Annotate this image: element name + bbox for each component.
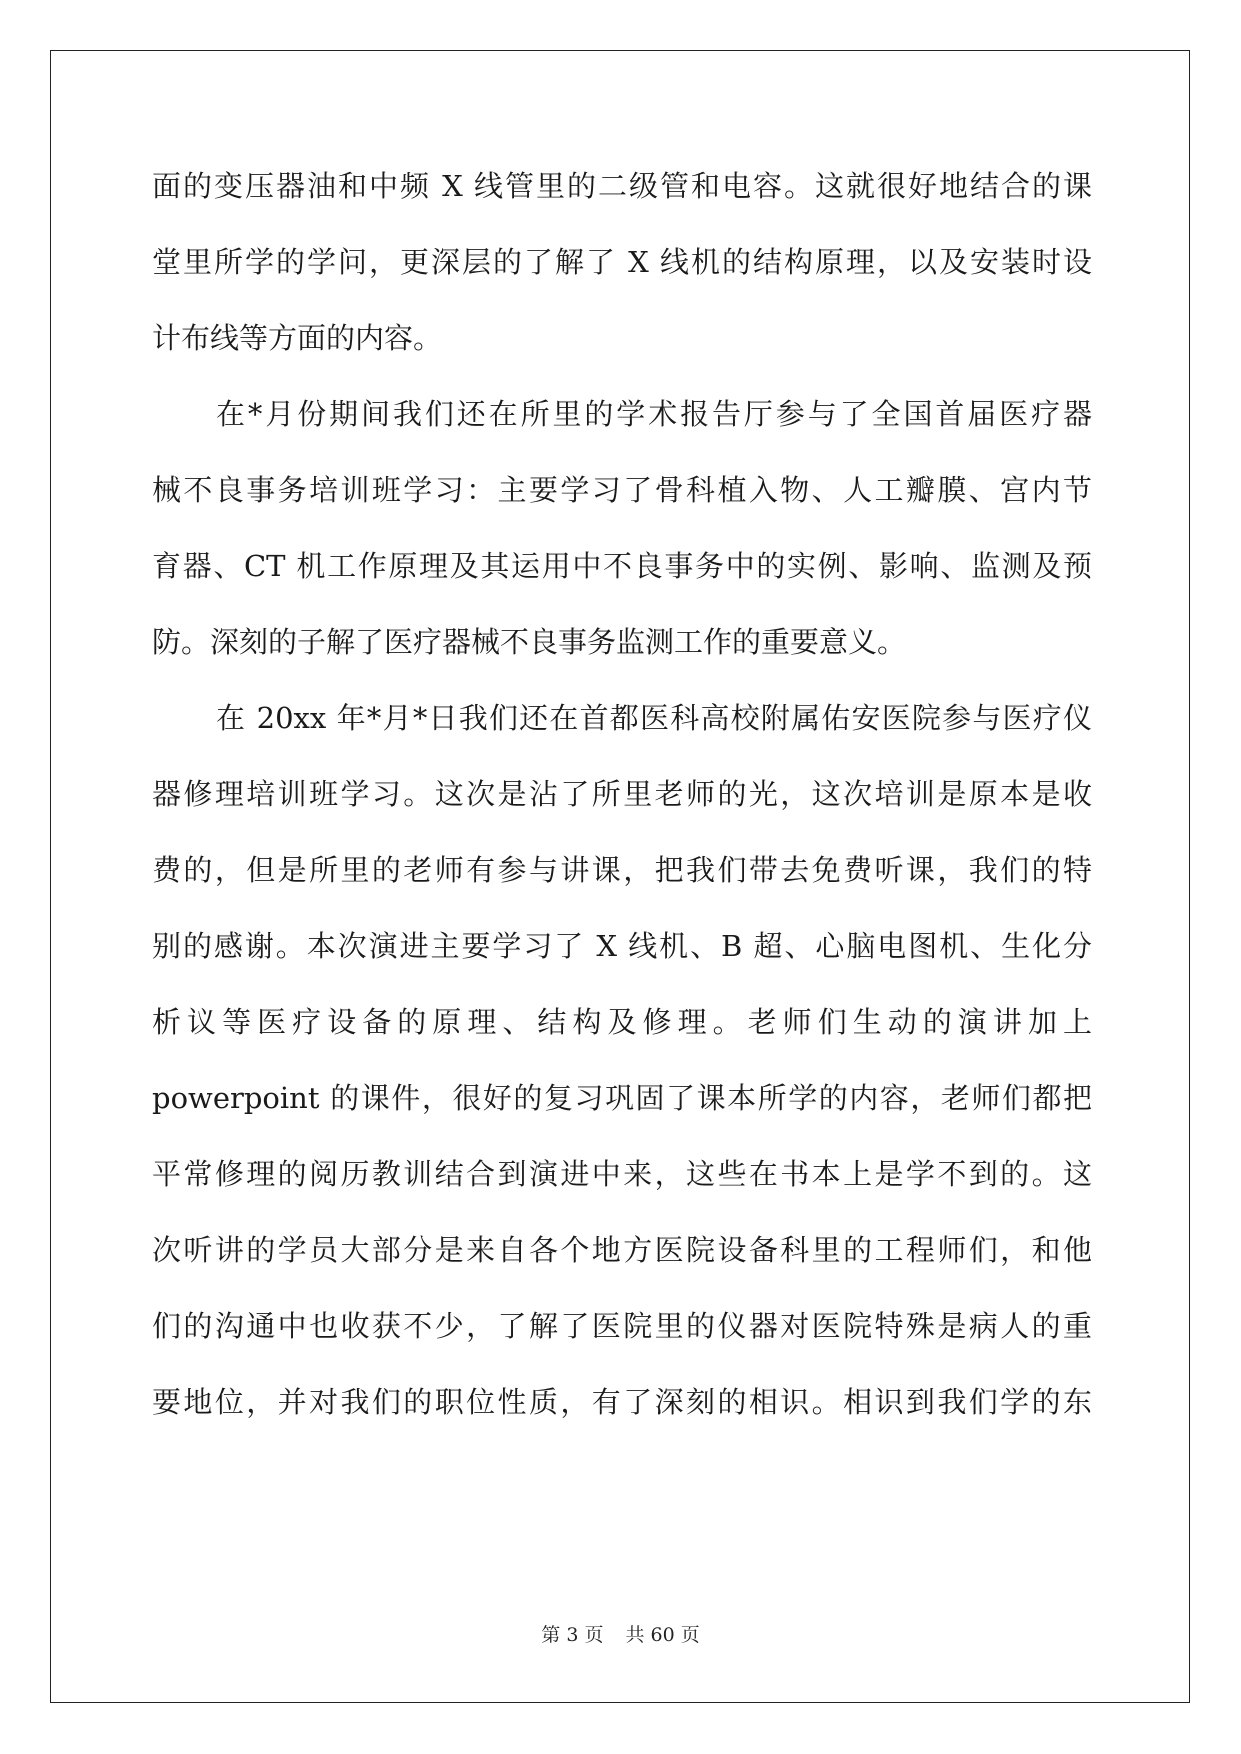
document-body	[152, 148, 1092, 1440]
text-line: 计布线等方面的内容。	[152, 321, 443, 355]
text-line: 在 20xx 年*月*日我们还在首都医科高校附属佑安医院参与医疗仪	[216, 701, 1092, 735]
text-line: 械不良事务培训班学习：主要学习了骨科植入物、人工瓣膜、宫内节	[152, 473, 1092, 507]
text-line: 别的感谢。本次演进主要学习了 X 线机、B 超、心脑电图机、生化分	[152, 929, 1092, 963]
text-line: 在*月份期间我们还在所里的学术报告厅参与了全国首届医疗器	[216, 397, 1092, 431]
text-line: 面的变压器油和中频 X 线管里的二级管和电容。这就很好地结合的课	[152, 169, 1092, 203]
text-line: 育器、CT 机工作原理及其运用中不良事务中的实例、影响、监测及预	[152, 549, 1092, 583]
page-footer	[0, 1620, 1241, 1647]
text-line: 次听讲的学员大部分是来自各个地方医院设备科里的工程师们，和他	[152, 1233, 1092, 1267]
page-number: 第 3 页	[541, 1624, 604, 1646]
text-line: 器修理培训班学习。这次是沾了所里老师的光，这次培训是原本是收	[152, 777, 1092, 811]
page-total: 共 60 页	[625, 1624, 700, 1646]
text-line: 防。深刻的子解了医疗器械不良事务监测工作的重要意义。	[152, 625, 907, 659]
text-line: 平常修理的阅历教训结合到演进中来，这些在书本上是学不到的。这	[152, 1157, 1092, 1191]
text-line: 析议等医疗设备的原理、结构及修理。老师们生动的演讲加上	[152, 1005, 1092, 1039]
text-line: 要地位，并对我们的职位性质，有了深刻的相识。相识到我们学的东	[152, 1385, 1092, 1419]
text-line: 们的沟通中也收获不少，了解了医院里的仪器对医院特殊是病人的重	[152, 1309, 1092, 1343]
text-line: 堂里所学的学问，更深层的了解了 X 线机的结构原理，以及安装时设	[152, 245, 1092, 279]
text-line: powerpoint 的课件，很好的复习巩固了课本所学的内容，老师们都把	[152, 1081, 1092, 1115]
text-line: 费的，但是所里的老师有参与讲课，把我们带去免费听课，我们的特	[152, 853, 1092, 887]
